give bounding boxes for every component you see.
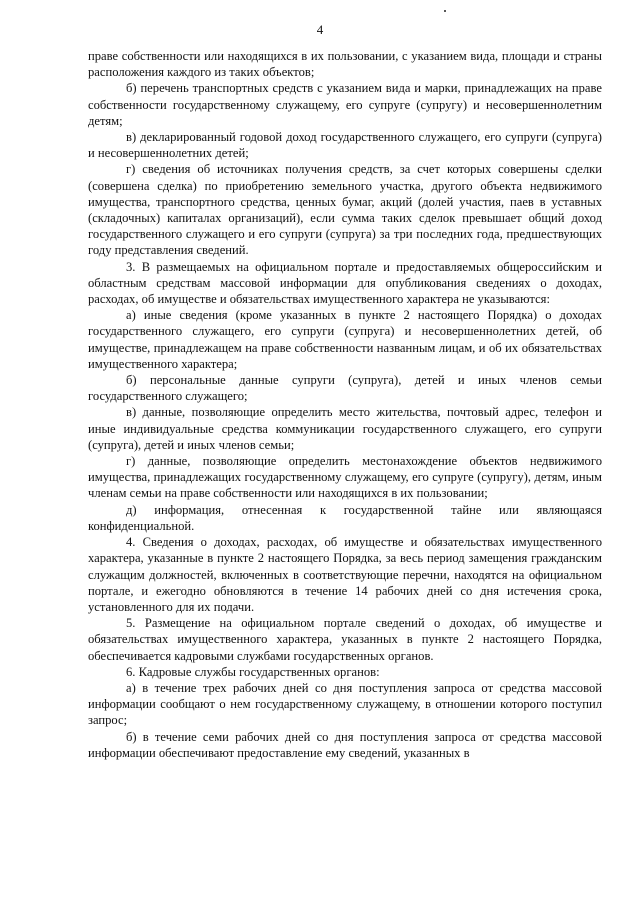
paragraph-b-vehicles: б) перечень транспортных средств с указанием вида и марки, принадлежащих на праве собственности государственному служащему, его супруге (супругу) и несовершеннолетним детям;: [88, 81, 602, 128]
paragraph-6a: а) в течение трех рабочих дней со дня поступления запроса от средства массовой информации сообщают о нем государственному служащему, в отношении которого поступил запрос;: [88, 680, 602, 728]
paragraph-g-sources: г) сведения об источниках получения средств, за счет которых совершены сделки (совершена сделка) по приобретению земельного участка, другого объекта недвижимого имущества, транспортного средства, ценных бумаг, акций (долей участия, паев в уставных (складочных) капиталах организаций), если сумма таких сделок превышает общий доход государственного служащего и его супруги (супруга) за три последних года, предшествующих году представления сведений.: [88, 162, 602, 258]
paragraph-continuation: праве собственности или находящихся в их пользовании, с указанием вида, площади и страны расположения каждого из таких объектов;: [88, 49, 602, 80]
paragraph-6: 6. Кадровые службы государственных органов:: [126, 664, 380, 679]
paragraph-3b: б) персональные данные супруги (супруга), детей и иных членов семьи государственного служащего;: [88, 373, 602, 404]
document-body: [88, 48, 602, 761]
paragraph-6b: б) в течение семи рабочих дней со дня поступления запроса от средства массовой информации обеспечивают предоставление ему сведений, указанных в: [88, 729, 602, 760]
paragraph-4: 4. Сведения о доходах, расходах, об имуществе и обязательствах имущественного характера, указанные в пункте 2 настоящего Порядка, за весь период замещения гражданским служащим должностей, включенных в соответствующие перечни, находятся на официальном портале, и ежегодно обновляются в течение 14 рабочих дней со дня истечения срока, установленного для их подачи.: [88, 535, 602, 614]
paragraph-5: 5. Размещение на официальном портале сведений о доходах, об имуществе и обязательствах имущественного характера, указанных в пункте 2 настоящего Порядка, обеспечивается кадровыми службами государственных органов.: [88, 616, 602, 663]
page-number: 4: [316, 22, 324, 37]
paragraph-3a: а) иные сведения (кроме указанных в пункте 2 настоящего Порядка) о доходах государственного служащего, его супруги (супруга) и несовершеннолетних детей, об имуществе, принадлежащем на праве собственности названным лицам, и об их обязательствах имущественного характера;: [88, 308, 602, 371]
paragraph-3v: в) данные, позволяющие определить место жительства, почтовый адрес, телефон и иные индивидуальные средства коммуникации государственного служащего, его супруги (супруга), детей и иных членов семьи;: [88, 405, 602, 452]
paragraph-3: 3. В размещаемых на официальном портале и предоставляемых общероссийским и областным средствам массовой информации для опубликования сведениях о доходах, расходах, об имуществе и обязательствах имущественного характера не указываются:: [88, 259, 602, 307]
paragraph-3g: г) данные, позволяющие определить местонахождение объектов недвижимого имущества, принадлежащих государственному служащему, его супруге (супругу), детям, иным членам семьи на праве собственности или находящихся в их пользовании;: [88, 454, 602, 501]
paragraph-3d: д) информация, отнесенная к государственной тайне или являющаяся конфиденциальной.: [88, 502, 602, 533]
paragraph-v-income: в) декларированный годовой доход государственного служащего, его супруги (супруга) и несовершеннолетних детей;: [88, 130, 602, 161]
scan-speck: [444, 10, 446, 12]
